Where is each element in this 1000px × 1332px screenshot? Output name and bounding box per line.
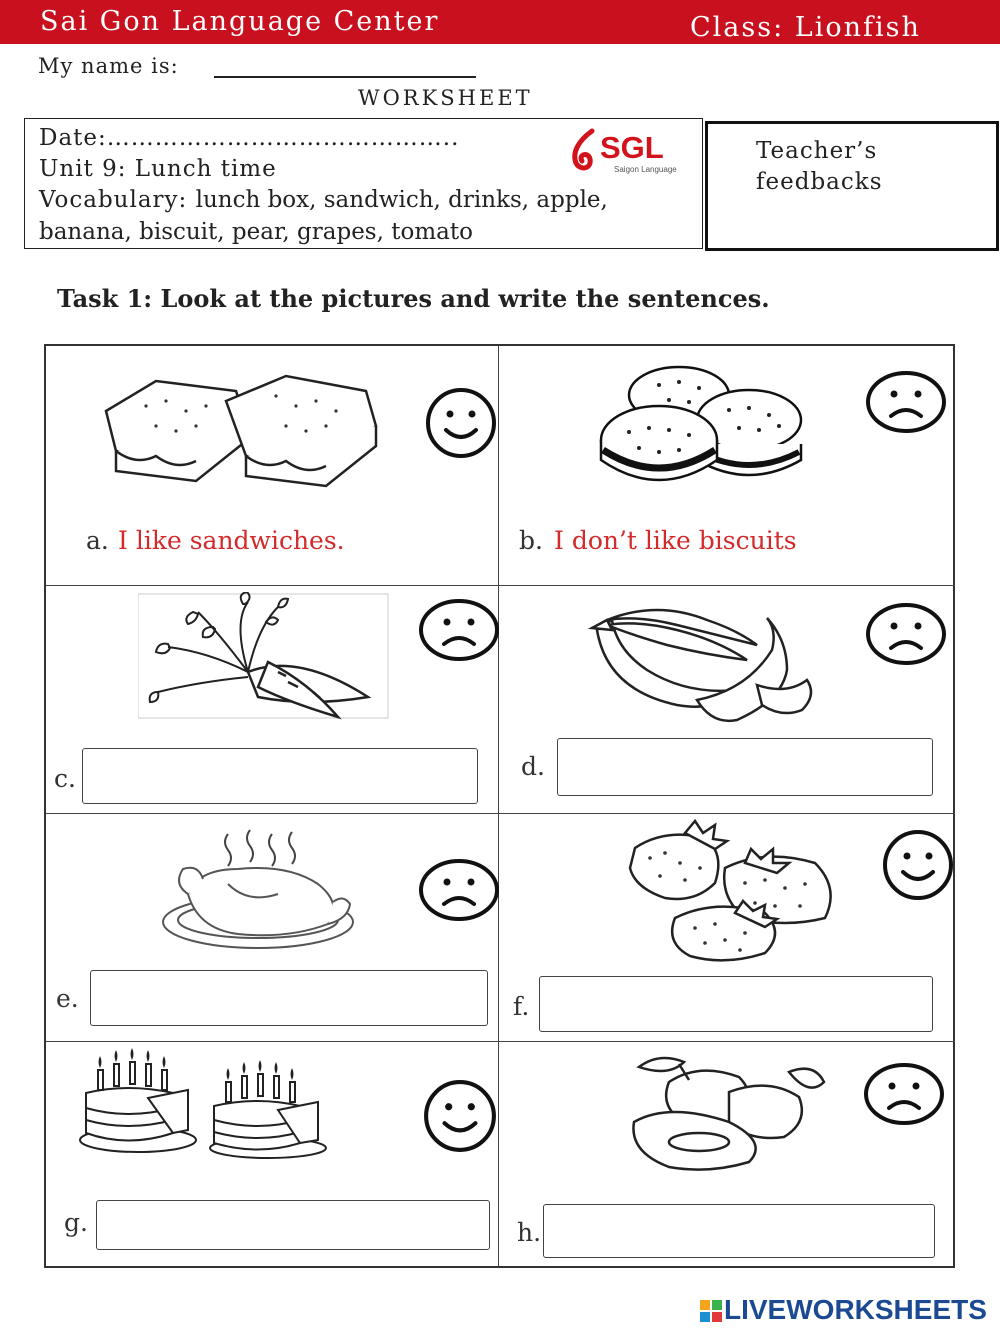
teacher-feedback-label: Teacher’s feedbacks	[756, 138, 883, 195]
name-label: My name is:	[38, 54, 179, 78]
strawberries-picture	[625, 818, 845, 964]
unit-line: Unit 9: Lunch time	[39, 156, 277, 182]
answer-input-c[interactable]	[82, 748, 478, 804]
liveworksheets-logo-icon	[700, 1300, 722, 1322]
vocabulary-line	[39, 187, 608, 213]
item-letter-e: e.	[56, 984, 79, 1013]
cell-h	[499, 1042, 955, 1266]
cell-f	[499, 814, 955, 1042]
sgl-logo-text: SGL	[600, 130, 664, 165]
bananas-picture	[587, 600, 827, 730]
cell-e	[46, 814, 499, 1042]
answer-input-g[interactable]	[96, 1200, 490, 1250]
answer-input-e[interactable]	[90, 970, 488, 1026]
sgl-logo	[570, 127, 680, 179]
class-label: Class: Lionfish	[690, 12, 921, 43]
answer-input-h[interactable]	[543, 1204, 935, 1258]
answer-input-f[interactable]	[539, 976, 933, 1032]
sad-face-icon	[865, 602, 947, 666]
sgl-logo-subtitle: Saigon Language	[614, 165, 677, 174]
cell-d	[499, 586, 955, 814]
cakes-picture	[78, 1048, 330, 1160]
date-line: Date:……………………………………..	[39, 125, 460, 151]
item-letter-a: a.	[86, 526, 109, 555]
item-letter-d: d.	[521, 752, 545, 781]
exercise-grid	[44, 344, 955, 1268]
vocabulary-values: lunch box, sandwich, drinks, apple,	[195, 187, 608, 213]
mangoes-picture	[629, 1052, 829, 1174]
cell-b	[499, 346, 955, 586]
sgl-swirl-icon	[570, 127, 602, 177]
worksheet-title: WORKSHEET	[358, 86, 533, 110]
sandwich-picture	[96, 371, 396, 491]
sad-face-icon	[418, 858, 500, 922]
item-letter-g: g.	[64, 1208, 88, 1237]
name-line	[214, 76, 476, 78]
item-letter-f: f.	[513, 992, 530, 1021]
cell-c	[46, 586, 499, 814]
answer-input-d[interactable]	[557, 738, 933, 796]
cell-g	[46, 1042, 499, 1266]
answer-a: I like sandwiches.	[118, 526, 345, 555]
header-band	[0, 0, 1000, 44]
center-name: Sai Gon Language Center	[40, 6, 440, 37]
teacher-feedback-box	[705, 121, 999, 251]
item-letter-h: h.	[517, 1218, 542, 1247]
info-box	[24, 118, 703, 249]
liveworksheets-brand-text: LIVEWORKSHEETS	[724, 1294, 987, 1325]
item-letter-c: c.	[54, 764, 76, 793]
smiley-face-icon	[424, 386, 498, 460]
carrots-picture	[138, 592, 390, 722]
vocabulary-label: Vocabulary:	[39, 187, 196, 213]
cell-a	[46, 346, 499, 586]
task-title: Task 1: Look at the pictures and write the sentences.	[57, 284, 770, 313]
answer-b: I don’t like biscuits	[554, 526, 797, 555]
sad-face-icon	[865, 370, 947, 434]
smiley-face-icon	[881, 828, 955, 902]
vocabulary-values-2: banana, biscuit, pear, grapes, tomato	[39, 219, 473, 245]
smiley-face-icon	[422, 1078, 498, 1154]
biscuits-picture	[599, 360, 814, 500]
roast-chicken-picture	[158, 824, 358, 954]
sad-face-icon	[418, 598, 500, 662]
sad-face-icon	[863, 1062, 945, 1126]
item-letter-b: b.	[519, 526, 543, 555]
